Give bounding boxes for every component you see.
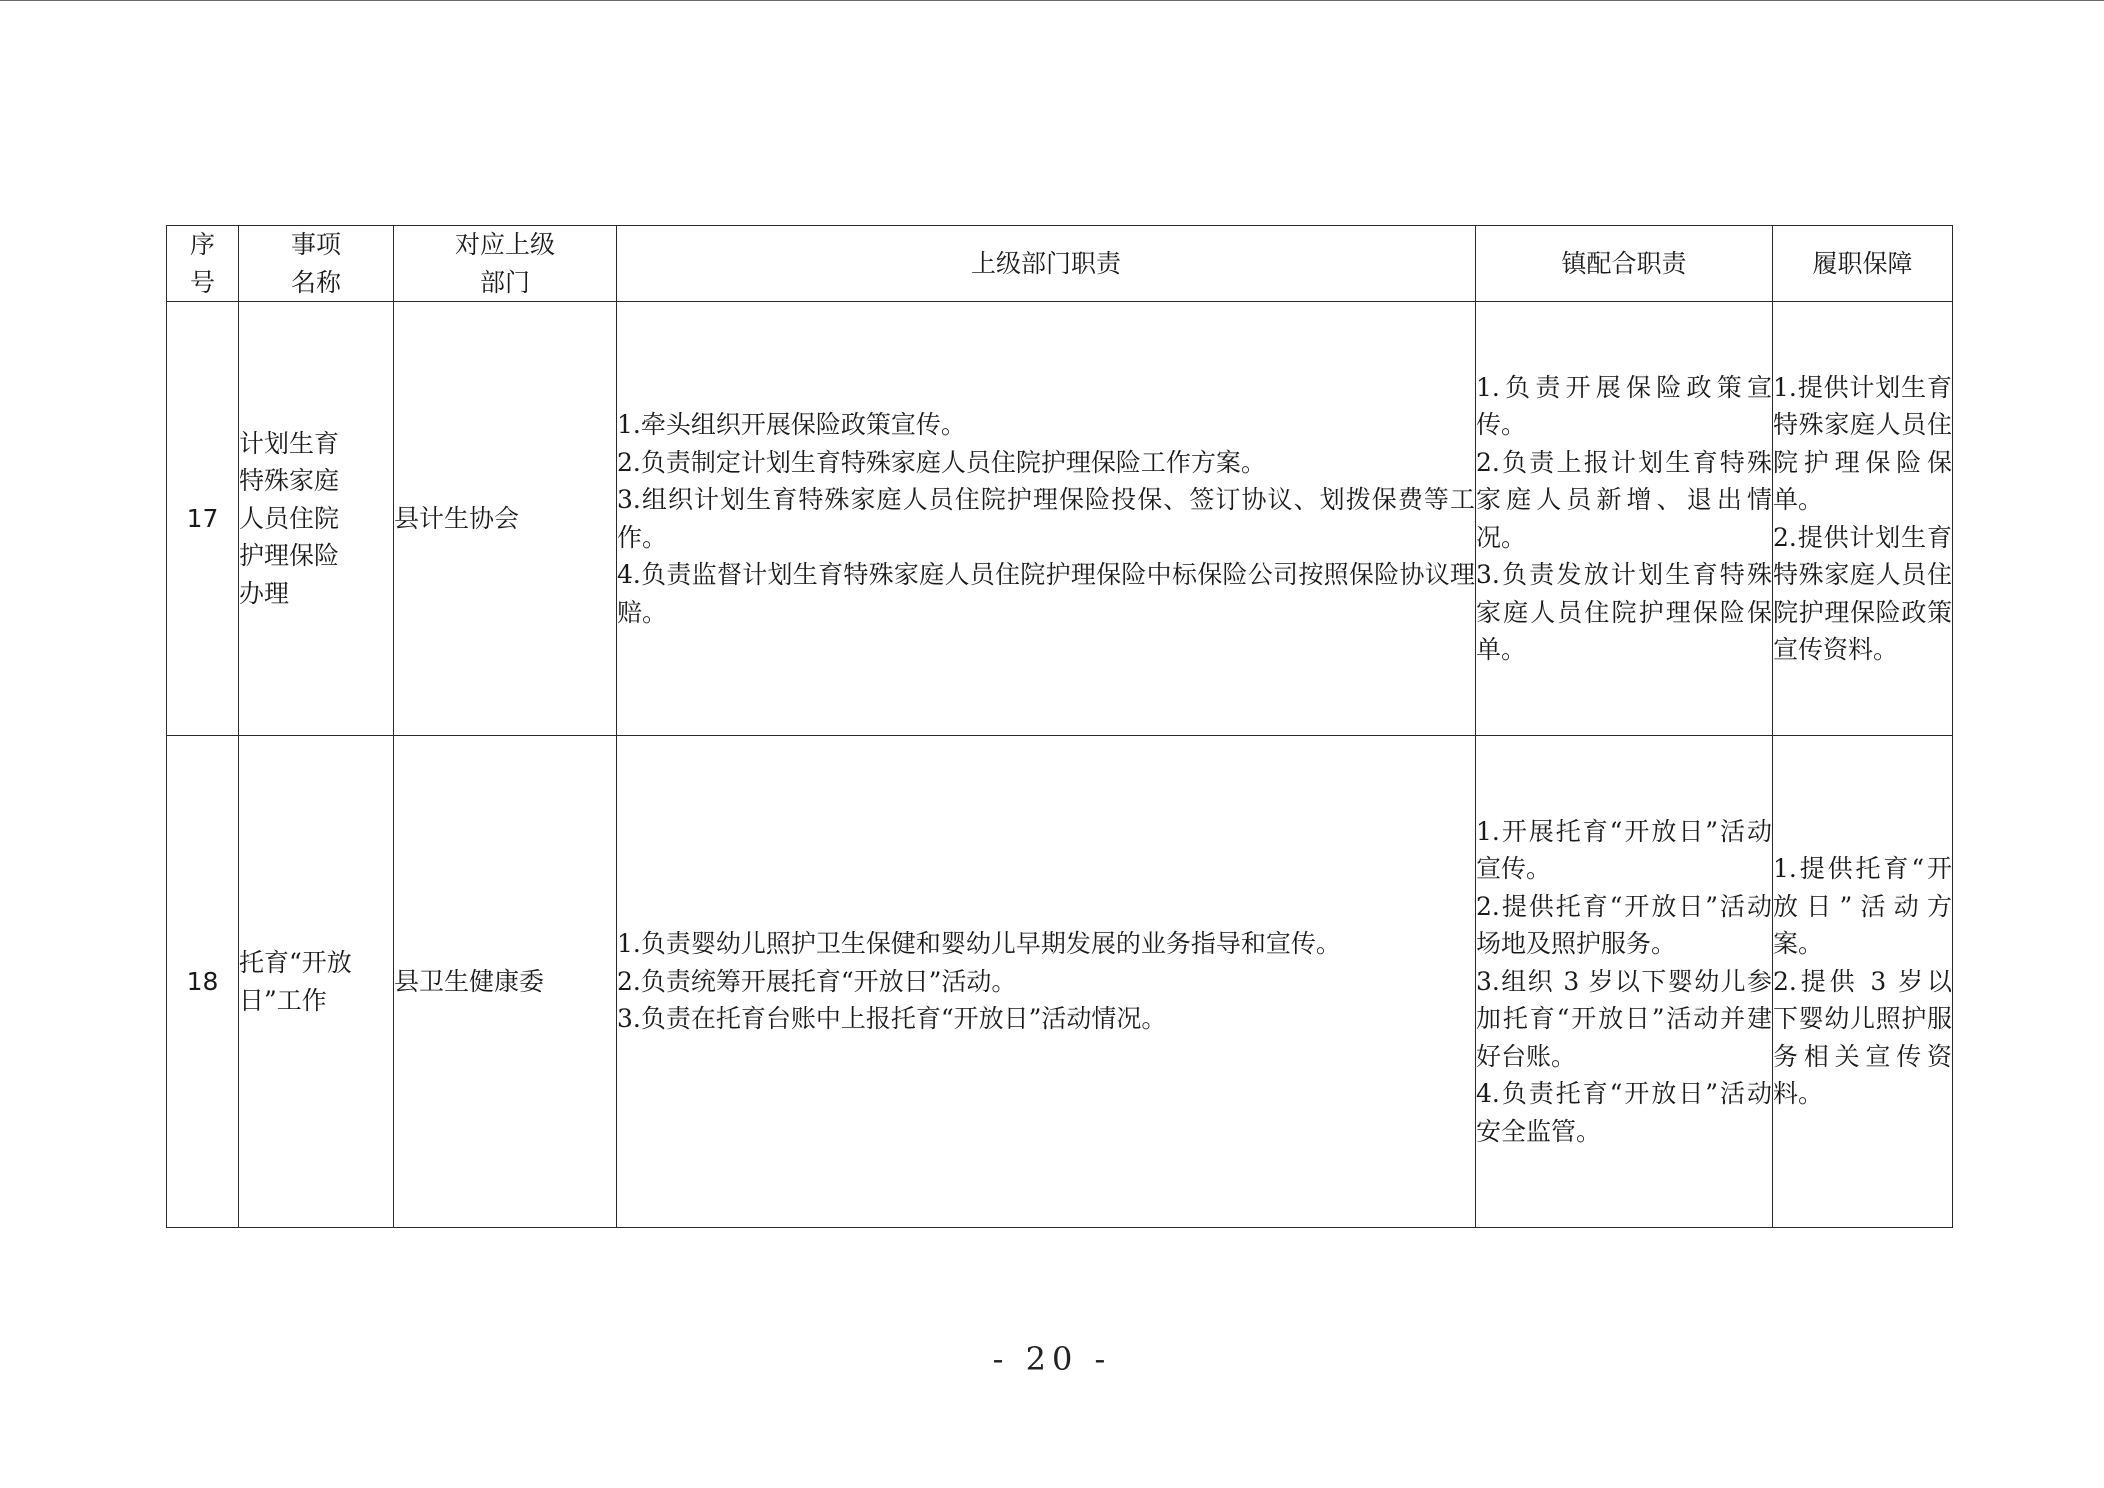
guarantee-item: 1.提供托育“开放日”活动方案。 — [1773, 854, 1952, 959]
header-row — [167, 226, 1953, 302]
duty-item: 3.负责发放计划生育特殊家庭人员住院护理保险保单。 — [1476, 560, 1772, 664]
row-seq: 17 — [167, 302, 239, 736]
row-upper-dept: 县计生协会 — [394, 302, 617, 736]
row-seq: 18 — [167, 736, 239, 1228]
row-item-name: 托育“开放 日”工作 — [239, 736, 394, 1228]
row-upper-duties — [617, 736, 1476, 1228]
duty-item: 3.组织 3 岁以下婴幼儿参加托育“开放日”活动并建好台账。 — [1476, 966, 1772, 1071]
table-row — [167, 736, 1953, 1228]
row-guarantee — [1773, 302, 1953, 736]
duty-item: 2.提供托育“开放日”活动场地及照护服务。 — [1476, 891, 1772, 959]
row-town-duties — [1476, 302, 1773, 736]
duty-item: 4.负责监督计划生育特殊家庭人员住院护理保险中标保险公司按照保险协议理赔。 — [617, 560, 1475, 627]
duty-table — [166, 225, 1953, 1228]
duty-item: 3.组织计划生育特殊家庭人员住院护理保险投保、签订协议、划拨保费等工作。 — [617, 485, 1475, 552]
header-seq: 序 号 — [167, 226, 239, 302]
guarantee-item: 1.提供计划生育特殊家庭人员住院护理保险保单。 — [1773, 372, 1952, 514]
duty-item: 1.负责婴幼儿照护卫生保健和婴幼儿早期发展的业务指导和宣传。 — [617, 929, 1341, 959]
row-guarantee — [1773, 736, 1953, 1228]
duty-item: 3.负责在托育台账中上报托育“开放日”活动情况。 — [617, 1004, 1167, 1034]
duty-item: 4.负责托育“开放日”活动安全监管。 — [1476, 1079, 1772, 1146]
row-upper-dept: 县卫生健康委 — [394, 736, 617, 1228]
duty-item: 2.负责统筹开展托育“开放日”活动。 — [617, 966, 1017, 996]
duty-item: 1.负责开展保险政策宣传。 — [1476, 372, 1772, 439]
duty-item: 2.负责上报计划生育特殊家庭人员新增、退出情况。 — [1476, 447, 1772, 552]
duty-item: 1.牵头组织开展保险政策宣传。 — [617, 410, 966, 439]
header-upper-dept: 对应上级 部门 — [394, 226, 617, 302]
header-upper-duties: 上级部门职责 — [617, 226, 1476, 302]
duty-item: 1.开展托育“开放日”活动宣传。 — [1476, 816, 1772, 884]
page-top-border — [0, 0, 2104, 1]
header-town-duties: 镇配合职责 — [1476, 226, 1773, 302]
row-town-duties — [1476, 736, 1773, 1228]
table-row — [167, 302, 1953, 736]
row-item-name: 计划生育 特殊家庭 人员住院 护理保险 办理 — [239, 302, 394, 736]
guarantee-item: 2.提供 3 岁以下婴幼儿照护服务相关宣传资料。 — [1773, 966, 1952, 1109]
row-upper-duties — [617, 302, 1476, 736]
duty-item: 2.负责制定计划生育特殊家庭人员住院护理保险工作方案。 — [617, 447, 1266, 477]
header-guarantee: 履职保障 — [1773, 226, 1953, 302]
guarantee-item: 2.提供计划生育特殊家庭人员住院护理保险政策宣传资料。 — [1773, 522, 1952, 664]
header-item-name: 事项 名称 — [239, 226, 394, 302]
page-number: - 20 - — [992, 1340, 1112, 1378]
